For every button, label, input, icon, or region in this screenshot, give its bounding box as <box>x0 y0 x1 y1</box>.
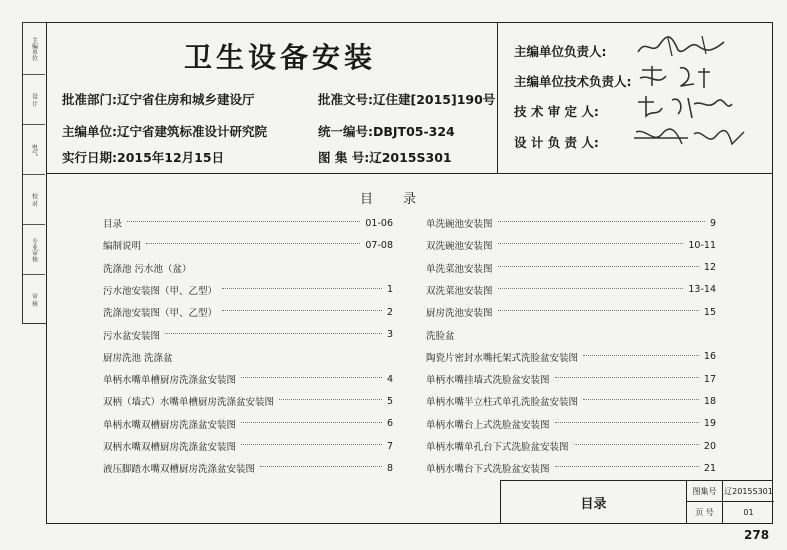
toc-entry <box>103 212 393 234</box>
role-technical-reviewer: 技 术 审 定 人: <box>514 104 599 119</box>
toc-entry-page: 15 <box>703 306 716 318</box>
toc-leader-dots <box>165 333 382 334</box>
toc-entry-title: 液压脚踏水嘴双槽厨房洗涤盆安装图 <box>103 461 257 475</box>
toc-entry <box>426 435 716 457</box>
toc-entry-title: 单柄水嘴台上式洗脸盆安装图 <box>426 417 552 431</box>
toc-entry <box>103 279 393 301</box>
toc-entry <box>103 390 393 412</box>
effective-date: 实行日期:2015年12月15日 <box>62 150 225 165</box>
toc-entry-title: 单柄水嘴台下式洗脸盆安装图 <box>426 461 552 475</box>
toc-entry <box>103 368 393 390</box>
toc-entry-title: 单洗碗池安装图 <box>426 216 495 230</box>
toc-entry-page: 07-08 <box>365 239 393 251</box>
header-vertical-divider <box>497 22 498 173</box>
toc-entry-page: 18 <box>703 395 716 407</box>
toc-entry-page: 10-11 <box>688 239 716 251</box>
title-block <box>500 480 773 524</box>
sidebar-cell-3: 电气 <box>23 125 45 175</box>
signature-1 <box>632 32 752 60</box>
toc-entry-title: 单柄水嘴半立柱式单孔洗脸盆安装图 <box>426 394 580 408</box>
sidebar-cell-6: 审 核 <box>30 293 38 307</box>
toc-leader-dots <box>127 221 360 222</box>
toc-entry-title: 双洗菜池安装图 <box>426 283 495 297</box>
toc-entry-title: 洗涤池 污水池（盆） <box>103 261 194 275</box>
atlas-number-value: 辽2015S301 <box>723 481 774 502</box>
toc-entry <box>426 324 716 346</box>
toc-entry-title: 陶瓷片密封水嘴托架式洗脸盆安装图 <box>426 350 580 364</box>
toc-entry-page: 1 <box>386 284 393 296</box>
page-value: 01 <box>743 508 754 517</box>
toc-leader-dots <box>241 444 382 445</box>
toc-entry-page: 01-06 <box>365 217 393 229</box>
sidebar-cell-1: 主编单位 <box>23 23 45 75</box>
toc-entry-page: 9 <box>709 217 716 229</box>
toc-entry-title: 编制说明 <box>103 238 143 252</box>
toc-entry-page: 19 <box>703 418 716 430</box>
toc-title: 目录 <box>360 192 447 207</box>
toc-entry-title: 厨房洗池 洗涤盆 <box>103 350 175 364</box>
signature-4 <box>632 124 752 152</box>
editor-unit: 主编单位:辽宁省建筑标准设计研究院 <box>62 124 267 139</box>
toc-entry <box>103 346 393 368</box>
toc-entry-title: 双洗碗池安装图 <box>426 238 495 252</box>
toc-leader-dots <box>555 466 699 467</box>
toc-leader-dots <box>241 422 382 423</box>
toc-entry <box>103 301 393 323</box>
toc-entry-page: 5 <box>386 395 393 407</box>
toc-leader-dots <box>583 399 699 400</box>
toc-entry-title: 双柄（墙式）水嘴单槽厨房洗涤盆安装图 <box>103 394 276 408</box>
toc-leader-dots <box>222 288 382 289</box>
toc-entry-title: 目录 <box>103 216 124 230</box>
toc-entry-page: 4 <box>386 373 393 385</box>
toc-leader-dots <box>574 444 699 445</box>
approval-dept: 批准部门:辽宁省住房和城乡建设厅 <box>62 92 255 107</box>
toc-entry-title: 洗脸盆 <box>426 328 457 342</box>
toc-leader-dots <box>498 243 684 244</box>
toc-entry <box>426 368 716 390</box>
toc-leader-dots <box>498 266 699 267</box>
toc-leader-dots <box>583 355 699 356</box>
toc-entry <box>103 457 393 479</box>
toc-entry <box>426 279 716 301</box>
signature-2 <box>632 62 752 90</box>
role-design-leader: 设 计 负 责 人: <box>514 135 599 150</box>
role-unit-leader: 主编单位负责人: <box>514 44 607 59</box>
approval-doc-number: 批准文号:辽住建[2015]190号 <box>318 92 496 107</box>
toc-entry-page: 3 <box>386 329 393 340</box>
toc-entry-page: 7 <box>386 440 393 452</box>
toc-entry-title: 污水池安装图（甲、乙型） <box>103 283 219 297</box>
toc-leader-dots <box>498 288 684 289</box>
sidebar-cell-2: 设 计 <box>23 75 45 125</box>
sidebar-cell-5: 专业审核 <box>23 225 45 275</box>
toc-entry <box>103 234 393 256</box>
page-number: 278 <box>744 528 770 542</box>
toc-leader-dots <box>555 422 699 423</box>
toc-entry-page: 21 <box>703 462 716 474</box>
toc-entry-title: 洗涤池安装图（甲、乙型） <box>103 305 219 319</box>
toc-entry-title: 单洗菜池安装图 <box>426 261 495 275</box>
toc-entry <box>426 457 716 479</box>
toc-entry-title: 污水盆安装图 <box>103 328 162 342</box>
toc-entry <box>426 234 716 256</box>
document-title: 卫生设备安装 <box>183 41 376 74</box>
toc-entry <box>426 257 716 279</box>
toc-entry-page: 12 <box>703 262 716 274</box>
toc-entry-page: 6 <box>386 418 393 430</box>
toc-entry-title: 单柄水嘴挂墙式洗脸盆安装图 <box>426 372 552 386</box>
toc-entry-page: 16 <box>703 351 716 363</box>
toc-entry <box>426 212 716 234</box>
binding-sidebar <box>22 22 46 324</box>
toc-entry-page: 13-14 <box>688 284 716 296</box>
toc-entry-page: 8 <box>386 462 393 474</box>
signature-3 <box>632 92 752 120</box>
toc-entry <box>103 324 393 346</box>
toc-leader-dots <box>279 399 382 400</box>
toc-entry-title: 单柄水嘴双槽厨房洗涤盆安装图 <box>103 417 238 431</box>
toc-entry-title: 单柄水嘴单槽厨房洗涤盆安装图 <box>103 372 238 386</box>
toc-entry <box>426 413 716 435</box>
header-divider <box>46 173 773 174</box>
toc-entry <box>426 301 716 323</box>
toc-leader-dots <box>498 310 699 311</box>
toc-entry <box>426 346 716 368</box>
unified-number: 统一编号:DBJT05-324 <box>318 124 455 139</box>
toc-leader-dots <box>498 221 705 222</box>
toc-entry-page: 17 <box>703 373 716 385</box>
toc-entry <box>103 435 393 457</box>
atlas-number: 图 集 号:辽2015S301 <box>318 150 452 165</box>
sidebar-cell-4: 校 对 <box>23 175 45 225</box>
title-block-name: 目录 <box>501 481 687 523</box>
toc-leader-dots <box>222 310 382 311</box>
toc-entry-title: 单柄水嘴单孔台下式洗脸盆安装图 <box>426 439 571 453</box>
toc-leader-dots <box>241 377 382 378</box>
toc-entry <box>426 390 716 412</box>
role-technical-leader: 主编单位技术负责人: <box>514 74 632 89</box>
page-label: 页 号 <box>687 502 723 523</box>
toc-entry <box>103 413 393 435</box>
atlas-number-label: 图集号 <box>687 481 723 502</box>
toc-entry-title: 厨房洗池安装图 <box>426 305 495 319</box>
toc-leader-dots <box>260 466 382 467</box>
toc-entry-page: 20 <box>703 440 716 452</box>
toc-entry-page: 2 <box>386 306 393 318</box>
toc-leader-dots <box>555 377 699 378</box>
toc-entry-title: 双柄水嘴双槽厨房洗涤盆安装图 <box>103 439 238 453</box>
toc-entry <box>103 257 393 279</box>
toc-leader-dots <box>146 243 360 244</box>
